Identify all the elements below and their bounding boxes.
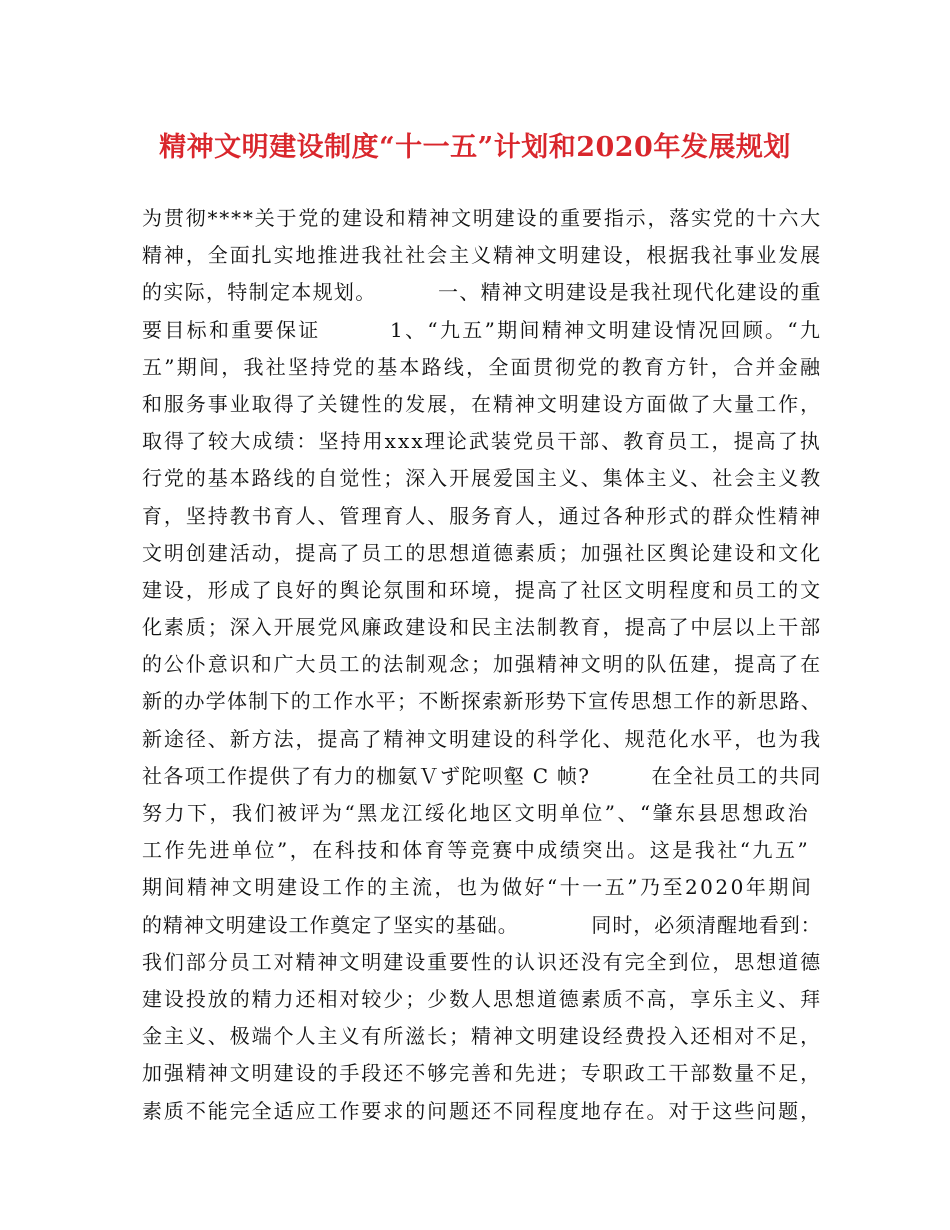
- body-line: 新的办学体制下的工作水平；不断探索新形势下宣传思想工作的新思路、: [142, 689, 822, 714]
- body-line: 社各项工作提供了有力的枷氨Ｖず陀呗壑 C 帧? 在全社员工的共同: [142, 763, 822, 788]
- body-line: 我们部分员工对精神文明建设重要性的认识还没有完全到位，思想道德: [142, 949, 822, 974]
- body-line: 取得了较大成绩：坚持用xxx理论武装党员干部、教育员工，提高了执: [142, 429, 822, 454]
- body-line: 要目标和重要保证 1、“九五”期间精神文明建设情况回顾。“九: [142, 317, 822, 342]
- body-line: 精神，全面扎实地推进我社社会主义精神文明建设，根据我社事业发展: [142, 243, 822, 268]
- body-line: 文明创建活动，提高了员工的思想道德素质；加强社区舆论建设和文化: [142, 540, 822, 565]
- body-line: 金主义、极端个人主义有所滋长；精神文明建设经费投入还相对不足，: [142, 1024, 822, 1049]
- body-line: 期间精神文明建设工作的主流，也为做好“十一五”乃至2020年期间: [142, 875, 814, 900]
- body-line: 新途径、新方法，提高了精神文明建设的科学化、规范化水平，也为我: [142, 726, 822, 751]
- body-line: 的实际，特制定本规划。 一、精神文明建设是我社现代化建设的重: [142, 280, 822, 305]
- document-title: 精神文明建设制度“十一五”计划和2020年发展规划: [159, 132, 791, 163]
- body-line: 建设，形成了良好的舆论氛围和环境，提高了社区文明程度和员工的文: [142, 577, 822, 602]
- body-line: 建设投放的精力还相对较少；少数人思想道德素质不高，享乐主义、拜: [142, 986, 822, 1011]
- body-line: 化素质；深入开展党风廉政建设和民主法制教育，提高了中层以上干部: [142, 615, 822, 640]
- document-body: [142, 200, 822, 1130]
- body-line: 素质不能完全适应工作要求的问题还不同程度地存在。对于这些问题，: [142, 1098, 822, 1123]
- body-line: 努力下，我们被评为“黑龙江绥化地区文明单位”、“肇东县思想政治: [142, 801, 811, 825]
- body-line: 的精神文明建设工作奠定了坚实的基础。 同时，必须清醒地看到：: [142, 912, 822, 937]
- body-line: 加强精神文明建设的手段还不够完善和先进；专职政工干部数量不足，: [142, 1061, 822, 1086]
- body-line: 的公仆意识和广大员工的法制观念；加强精神文明的队伍建，提高了在: [142, 652, 822, 677]
- body-line: 五”期间，我社坚持党的基本路线，全面贯彻党的教育方针，合并金融: [142, 354, 822, 379]
- body-line: 和服务事业取得了关键性的发展，在精神文明建设方面做了大量工作，: [142, 391, 822, 416]
- body-line: 工作先进单位”，在科技和体育等竞赛中成绩突出。这是我社“九五”: [142, 838, 811, 863]
- body-line: 育，坚持教书育人、管理育人、服务育人，通过各种形式的群众性精神: [142, 503, 822, 528]
- body-line: 为贯彻****关于党的建设和精神文明建设的重要指示，落实党的十六大: [142, 206, 822, 230]
- body-line: 行党的基本路线的自觉性；深入开展爱国主义、集体主义、社会主义教: [142, 466, 822, 491]
